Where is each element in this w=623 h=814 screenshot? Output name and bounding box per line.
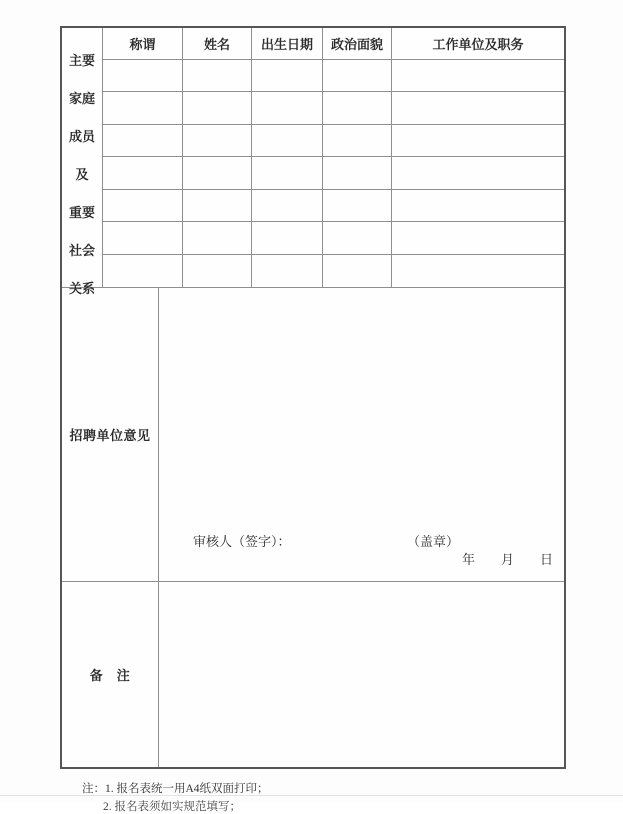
seal-label: （盖章） — [407, 534, 460, 549]
family-cell — [392, 222, 564, 254]
column-header-name: 姓名 — [183, 28, 252, 60]
family-cell — [323, 60, 392, 92]
opinion-content-cell — [159, 288, 564, 581]
side-label-line: 关系 — [68, 280, 95, 296]
opinion-label-cell — [62, 288, 159, 581]
family-cell — [103, 60, 183, 92]
family-side-label — [69, 51, 95, 298]
family-cell — [323, 157, 392, 189]
family-cell — [103, 190, 183, 222]
side-label-line: 家庭 — [68, 90, 95, 106]
family-cell — [392, 255, 564, 287]
family-side-label-cell — [62, 28, 103, 296]
remarks-label: 备 注 — [89, 668, 131, 683]
family-cell — [183, 92, 252, 124]
side-label-line: 社会 — [68, 242, 95, 258]
family-cell — [103, 157, 183, 189]
family-cell — [252, 60, 323, 92]
year-month-day-label: 年 月 日 — [462, 552, 554, 567]
footnote-line-1: 注：1. 报名表统一用A4纸双面打印； — [82, 783, 269, 795]
family-cell — [103, 255, 183, 287]
column-header-birthdate: 出生日期 — [252, 28, 323, 60]
application-form-table — [60, 26, 566, 769]
remarks-section — [62, 582, 564, 767]
remarks-label-cell — [62, 582, 159, 767]
family-cell — [183, 157, 252, 189]
remarks-content-cell — [159, 582, 564, 767]
family-cell — [183, 190, 252, 222]
family-cell — [103, 92, 183, 124]
family-cell — [183, 60, 252, 92]
family-cell — [252, 92, 323, 124]
family-cell — [103, 222, 183, 254]
family-cell — [323, 92, 392, 124]
side-label-line: 及 — [75, 166, 89, 182]
opinion-label: 招聘单位意见 — [69, 428, 151, 443]
family-cell — [323, 125, 392, 157]
family-cell — [392, 60, 564, 92]
reviewer-signature-label: 审核人（签字）： — [193, 534, 291, 549]
family-cell — [323, 255, 392, 287]
family-cell — [252, 125, 323, 157]
family-cell — [323, 222, 392, 254]
side-label-line: 重要 — [68, 204, 95, 220]
family-members-section — [62, 28, 564, 296]
family-cell — [252, 190, 323, 222]
family-cell — [392, 125, 564, 157]
family-cell — [392, 157, 564, 189]
family-cell — [252, 222, 323, 254]
family-cell — [392, 190, 564, 222]
family-cell — [252, 255, 323, 287]
family-cell — [183, 222, 252, 254]
side-label-line: 主要 — [68, 52, 95, 68]
family-cell — [183, 255, 252, 287]
side-label-line: 成员 — [68, 128, 95, 144]
column-header-relation: 称谓 — [103, 28, 183, 60]
family-cell — [252, 157, 323, 189]
family-cell — [323, 190, 392, 222]
column-header-political-status: 政治面貌 — [323, 28, 392, 60]
family-cell — [103, 125, 183, 157]
footnote-line-2-cutoff: 2. 报名表须如实规范填写； — [103, 801, 241, 813]
column-header-work-unit: 工作单位及职务 — [392, 28, 564, 60]
family-cell — [392, 92, 564, 124]
family-cell — [183, 125, 252, 157]
recruiting-unit-opinion-section — [62, 288, 564, 582]
